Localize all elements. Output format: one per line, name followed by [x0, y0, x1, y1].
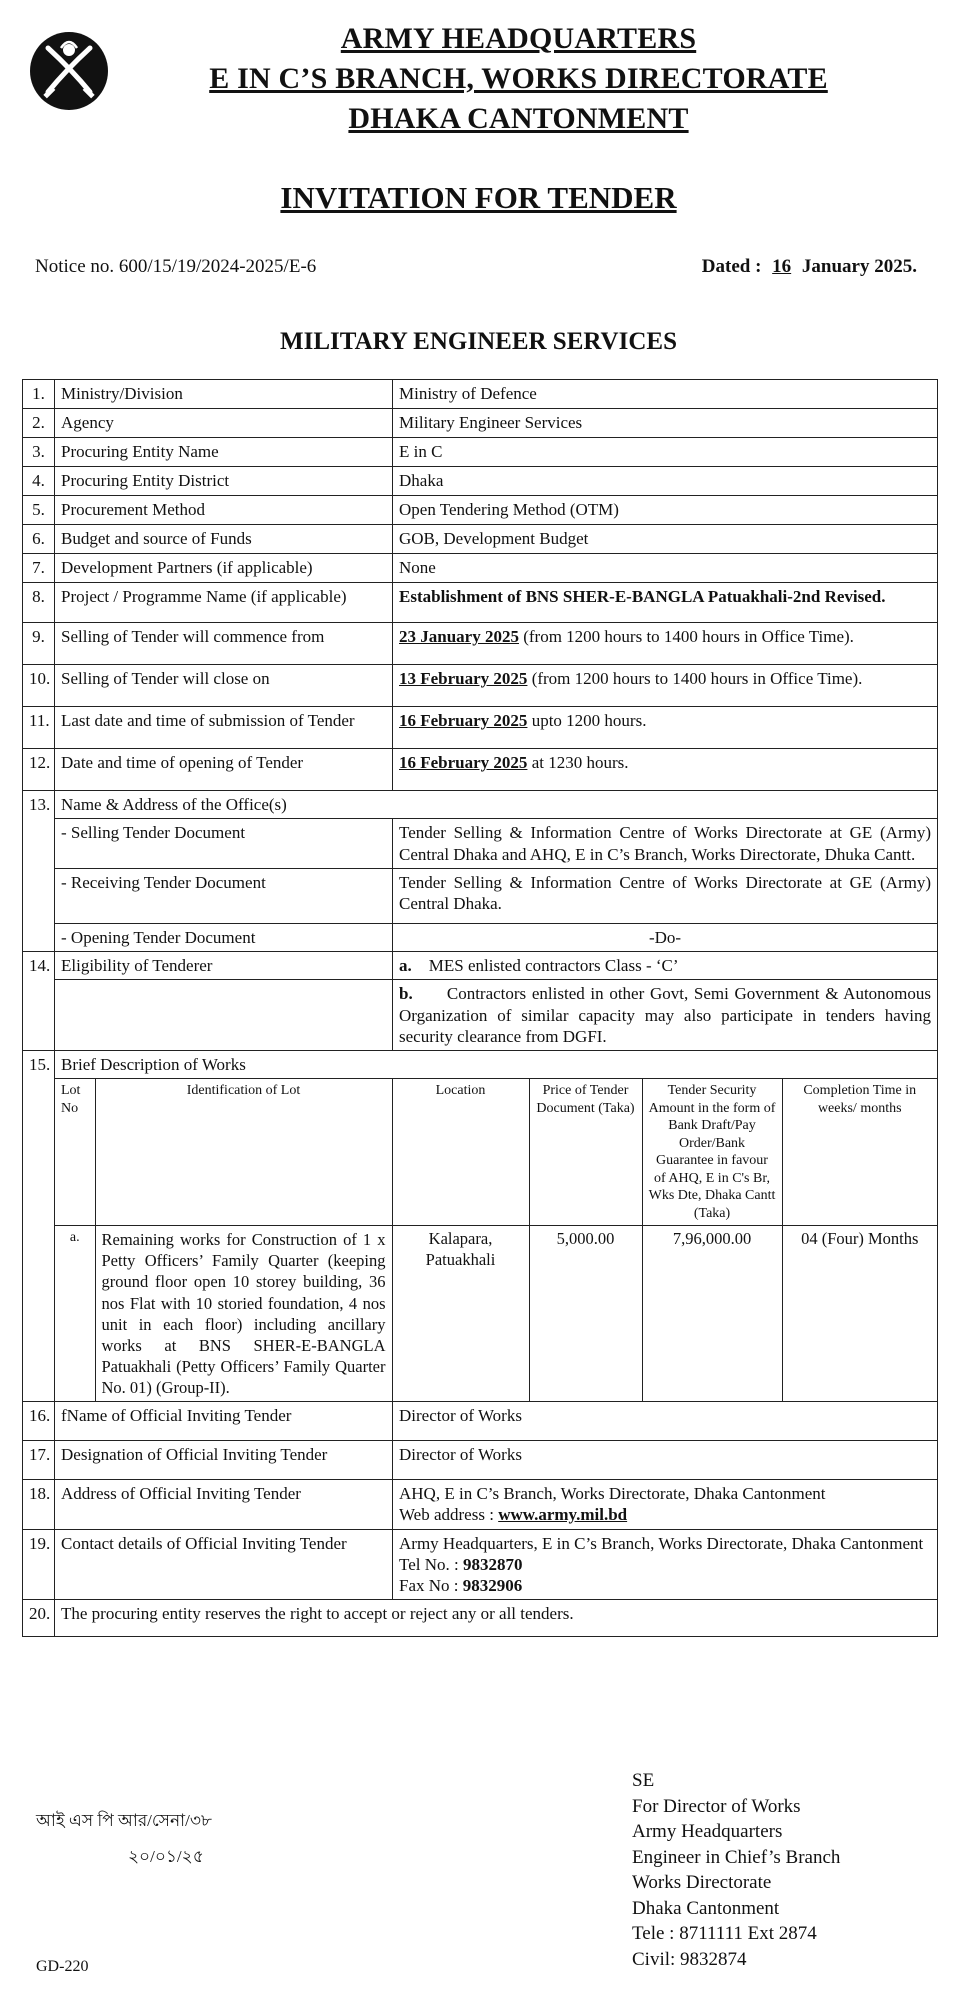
item-security: 7,96,000.00	[642, 1226, 782, 1401]
row-number: 10.	[23, 665, 55, 707]
eligibility-a-mark: a.	[399, 956, 412, 975]
row-number: 5.	[23, 496, 55, 525]
offices-heading: Name & Address of the Office(s)	[55, 791, 938, 819]
table-row	[23, 438, 938, 467]
row-number: 19.	[23, 1529, 55, 1600]
row-label: Procuring Entity Name	[55, 438, 393, 467]
row-date-rest: upto 1200 hours.	[527, 711, 647, 730]
item-location: Kalapara, Patuakhali	[392, 1226, 529, 1401]
row-value: Military Engineer Services	[393, 409, 938, 438]
row-label: Procurement Method	[55, 496, 393, 525]
table-row	[23, 868, 938, 923]
dated-rest: January 2025.	[801, 256, 917, 277]
eligibility-b	[393, 980, 938, 1051]
item-price: 5,000.00	[529, 1226, 642, 1401]
col-location: Location	[392, 1079, 529, 1226]
fax-line	[399, 1575, 931, 1596]
eligibility-a	[393, 952, 938, 980]
dated-day: 16	[772, 256, 792, 277]
row-value: Establishment of BNS SHER-E-BANGLA Patuakhali-2nd Revised.	[393, 583, 938, 623]
row-number: 13.	[23, 791, 55, 952]
item-completion: 04 (Four) Months	[782, 1226, 937, 1401]
row-date: 23 January 2025	[399, 627, 519, 646]
eligibility-b-text: Contractors enlisted in other Govt, Semi Government & Autonomous Organization of similar capacity may also participate in tenders having security clearance from DGFI.	[399, 984, 932, 1046]
signature-line: For Director of Works	[632, 1795, 801, 1817]
row-number: 15.	[23, 1051, 55, 1402]
row-label: Designation of Official Inviting Tender	[55, 1441, 393, 1480]
eligibility-a-text: MES enlisted contractors Class - ‘C’	[428, 956, 679, 975]
row-number: 3.	[23, 438, 55, 467]
dated-label: Dated :	[701, 256, 762, 277]
selling-label: - Selling Tender Document	[55, 819, 393, 869]
col-price: Price of Tender Document (Taka)	[529, 1079, 642, 1226]
row-value: Director of Works	[393, 1402, 938, 1441]
table-row	[23, 980, 938, 1051]
row-value: Director of Works	[393, 1441, 938, 1480]
row-date: 16 February 2025	[399, 711, 528, 730]
web-label: Web address :	[399, 1505, 499, 1525]
row-date-rest: (from 1200 hours to 1400 hours in Office Time).	[518, 627, 854, 646]
signature-line: SE	[632, 1770, 655, 1791]
row-value	[393, 665, 938, 707]
table-row	[23, 623, 938, 665]
row-value: E in C	[393, 438, 938, 467]
tender-details-table	[22, 379, 938, 1637]
row-label: Last date and time of submission of Tender	[55, 707, 393, 749]
row-number: 6.	[23, 525, 55, 554]
table-row	[23, 1480, 938, 1530]
table-row	[23, 819, 938, 869]
row-number: 4.	[23, 467, 55, 496]
table-row	[23, 583, 938, 623]
table-row	[23, 665, 938, 707]
dated	[702, 256, 917, 278]
opening-value: -Do-	[393, 923, 938, 951]
row-number: 9.	[23, 623, 55, 665]
row-value	[393, 749, 938, 791]
row-value: Dhaka	[393, 467, 938, 496]
col-completion: Completion Time in weeks/ months	[782, 1079, 937, 1226]
tel-number: 9832870	[462, 1554, 523, 1574]
tel-line	[399, 1554, 931, 1575]
row-label: Development Partners (if applicable)	[55, 554, 393, 583]
works-item-row	[55, 1226, 937, 1401]
signature-block	[632, 1768, 840, 1972]
row-label: Ministry/Division	[55, 380, 393, 409]
receiving-value: Tender Selling & Information Centre of Works Directorate at GE (Army) Central Dhaka.	[393, 868, 938, 923]
item-ident: Remaining works for Construction of 1 x Petty Officers’ Family Quarter (keeping ground floor open 10 storey building, 36 nos Flat with 10 storied foundation, 4 nos unit in each floor) including ancillary works at BNS SHER-E-BANGLA Patuakhali (Petty Officers’ Family Quarter No. 01) (Group-II).	[95, 1226, 392, 1401]
row-value: Open Tendering Method (OTM)	[393, 496, 938, 525]
row-number: 18.	[23, 1480, 55, 1530]
table-row	[23, 1441, 938, 1480]
header-line-2: E IN C’S BRANCH, WORKS DIRECTORATE	[209, 62, 828, 95]
row-label: Procuring Entity District	[55, 467, 393, 496]
row-number: 1.	[23, 380, 55, 409]
row-value	[393, 623, 938, 665]
gd-number: GD-220	[36, 1958, 89, 1975]
table-row	[23, 467, 938, 496]
table-row	[23, 1529, 938, 1600]
signature-line: Works Directorate	[632, 1872, 772, 1893]
table-row	[23, 749, 938, 791]
row-date: 16 February 2025	[399, 753, 528, 772]
row-number: 16.	[23, 1402, 55, 1441]
table-row	[23, 380, 938, 409]
row-value: Ministry of Defence	[393, 380, 938, 409]
table-row	[23, 525, 938, 554]
fax-number: 9832906	[462, 1576, 523, 1596]
row-label: Contact details of Official Inviting Tender	[55, 1529, 393, 1600]
row-number: 11.	[23, 707, 55, 749]
row-label: Project / Programme Name (if applicable)	[55, 583, 393, 623]
signature-line: Engineer in Chief’s Branch	[632, 1846, 841, 1868]
row-value	[393, 707, 938, 749]
row-number: 8.	[23, 583, 55, 623]
notice-number: Notice no. 600/15/19/2024-2025/E-6	[35, 256, 317, 277]
signature-line: Army Headquarters	[632, 1821, 783, 1842]
row-label: Date and time of opening of Tender	[55, 749, 393, 791]
works-cell	[55, 1051, 938, 1402]
row-number: 20.	[23, 1600, 55, 1637]
row-number: 14.	[23, 952, 55, 1051]
row-date: 13 February 2025	[399, 669, 528, 688]
signature-line: Dhaka Cantonment	[632, 1897, 780, 1919]
signature-line: Civil: 9832874	[632, 1948, 747, 1970]
row-date-rest: at 1230 hours.	[527, 753, 629, 772]
contact-text: Army Headquarters, E in C’s Branch, Works Directorate, Dhaka Cantonment	[399, 1533, 924, 1553]
works-heading: Brief Description of Works	[61, 1055, 246, 1074]
fax-label: Fax No :	[399, 1576, 463, 1596]
row-label: Selling of Tender will close on	[55, 665, 393, 707]
row-number: 2.	[23, 409, 55, 438]
opening-label: - Opening Tender Document	[55, 923, 393, 951]
section-subtitle: MILITARY ENGINEER SERVICES	[280, 328, 677, 355]
row-label: fName of Official Inviting Tender	[55, 1402, 393, 1441]
row-number: 12.	[23, 749, 55, 791]
ispr-date: ২০/০১/২৫	[128, 1847, 204, 1866]
row-label: Selling of Tender will commence from	[55, 623, 393, 665]
row-label: Agency	[55, 409, 393, 438]
page-title: INVITATION FOR TENDER	[280, 180, 677, 215]
web-link[interactable]: www.army.mil.bd	[498, 1505, 628, 1525]
row-label: Address of Official Inviting Tender	[55, 1480, 393, 1530]
row-number: 17.	[23, 1441, 55, 1480]
table-row	[23, 707, 938, 749]
row-value	[393, 1480, 938, 1530]
works-header-row	[55, 1079, 937, 1226]
table-row	[23, 554, 938, 583]
table-row	[23, 1600, 938, 1637]
col-lot: Lot No	[55, 1079, 95, 1226]
row-value	[393, 1529, 938, 1600]
row-label: Budget and source of Funds	[55, 525, 393, 554]
table-row	[23, 496, 938, 525]
header-line-1: ARMY HEADQUARTERS	[340, 22, 697, 55]
row-number: 7.	[23, 554, 55, 583]
row-date-rest: (from 1200 hours to 1400 hours in Office Time).	[527, 669, 863, 688]
works-table	[55, 1078, 937, 1401]
eligibility-blank	[55, 980, 393, 1051]
row-text: The procuring entity reserves the right to accept or reject any or all tenders.	[55, 1600, 938, 1637]
row-value: None	[393, 554, 938, 583]
signature-line: Tele : 8711111 Ext 2874	[632, 1923, 817, 1944]
table-row	[23, 409, 938, 438]
row-value: GOB, Development Budget	[393, 525, 938, 554]
selling-value: Tender Selling & Information Centre of Works Directorate at GE (Army) Central Dhaka and AHQ, E in C’s Branch, Works Directorate, Dhuka Cantt.	[393, 819, 938, 869]
col-security: Tender Security Amount in the form of Bank Draft/Pay Order/Bank Guarantee in favour of AHQ, E in C's Br, Wks Dte, Dhaka Cantt (Taka)	[642, 1079, 782, 1226]
table-row	[23, 1051, 938, 1402]
table-row	[23, 923, 938, 951]
eligibility-label: Eligibility of Tenderer	[55, 952, 393, 980]
ispr-reference: আই এস পি আর/সেনা/৩৮	[36, 1811, 212, 1830]
header-line-3: DHAKA CANTONMENT	[348, 102, 689, 135]
item-lot: a.	[55, 1226, 95, 1401]
eligibility-b-mark: b.	[399, 984, 413, 1004]
tel-label: Tel No. :	[399, 1554, 463, 1574]
receiving-label: - Receiving Tender Document	[55, 868, 393, 923]
table-row	[23, 952, 938, 980]
table-row	[23, 791, 938, 819]
web-address	[399, 1504, 931, 1525]
col-ident: Identification of Lot	[95, 1079, 392, 1226]
table-row	[23, 1402, 938, 1441]
address-text: AHQ, E in C’s Branch, Works Directorate, Dhaka Cantonment	[399, 1484, 826, 1504]
